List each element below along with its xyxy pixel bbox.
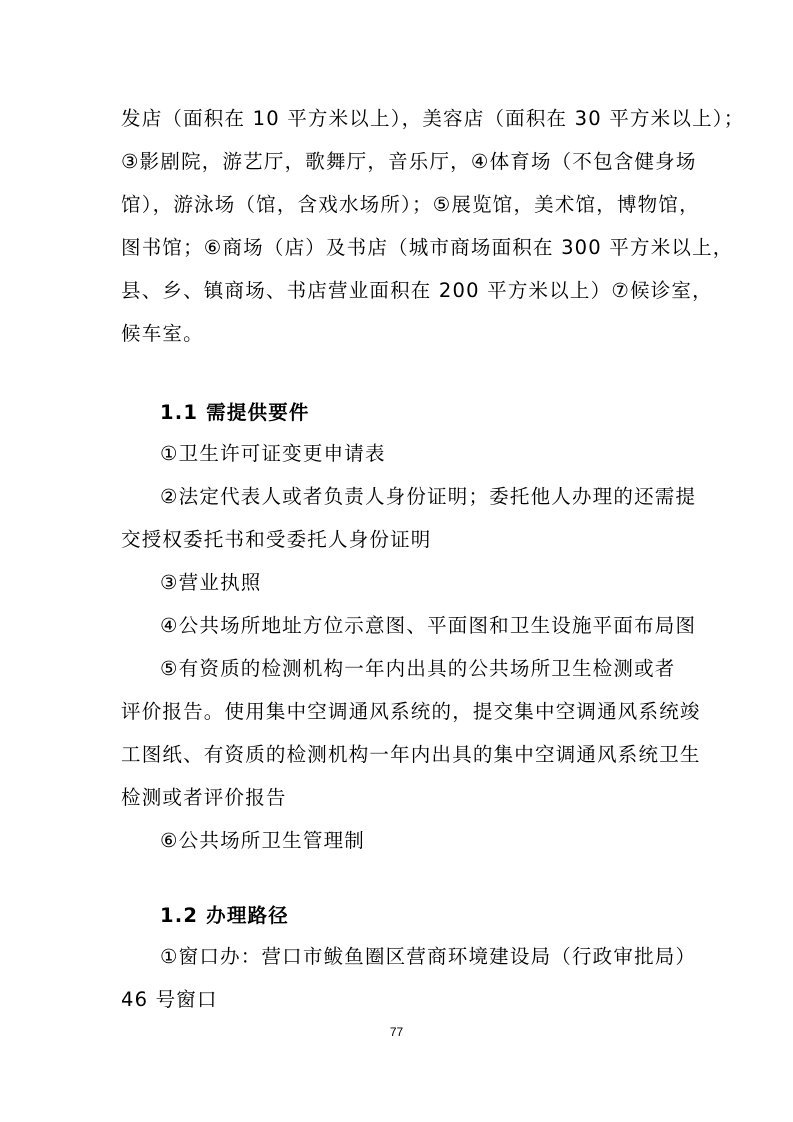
list-item-continuation: 46 号窗口 — [121, 988, 218, 1011]
section-heading: 1.2 办理路径 — [160, 904, 289, 927]
paragraph-line: 发店（面积在 10 平方米以上），美容店（面积在 30 平方米以上）； — [121, 107, 745, 130]
paragraph-line: 县、乡、镇商场、书店营业面积在 200 平方米以上）⑦候诊室， — [121, 279, 713, 302]
list-item: ④公共场所地址方位示意图、平面图和卫生设施平面布局图 — [160, 614, 697, 637]
list-item-continuation: 检测或者评价报告 — [121, 786, 287, 809]
list-item: ③营业执照 — [160, 571, 262, 594]
paragraph-line: 馆），游泳场（馆，含戏水场所）；⑤展览馆，美术馆，博物馆， — [121, 193, 700, 216]
paragraph-line: 候车室。 — [121, 322, 204, 345]
list-item: ②法定代表人或者负责人身份证明；委托他人办理的还需提 — [160, 485, 697, 508]
list-item: ①卫生许可证变更申请表 — [160, 442, 386, 465]
page-number: 77 — [389, 1025, 404, 1039]
paragraph-line: ③影剧院，游艺厅，歌舞厅，音乐厅，④体育场（不包含健身场 — [121, 150, 697, 173]
list-item-continuation: 工图纸、有资质的检测机构一年内出具的集中空调通风系统卫生 — [121, 743, 701, 766]
list-item-continuation: 交授权委托书和受委托人身份证明 — [121, 528, 432, 551]
section-heading: 1.1 需提供要件 — [160, 401, 310, 424]
list-item: ①窗口办：营口市鲅鱼圈区营商环境建设局（行政审批局） — [160, 945, 697, 968]
paragraph-line: 图书馆；⑥商场（店）及书店（城市商场面积在 300 平方米以上， — [121, 236, 734, 259]
list-item: ⑤有资质的检测机构一年内出具的公共场所卫生检测或者 — [160, 657, 676, 680]
list-item: ⑥公共场所卫生管理制 — [160, 829, 365, 852]
list-item-continuation: 评价报告。使用集中空调通风系统的，提交集中空调通风系统竣 — [121, 700, 701, 723]
